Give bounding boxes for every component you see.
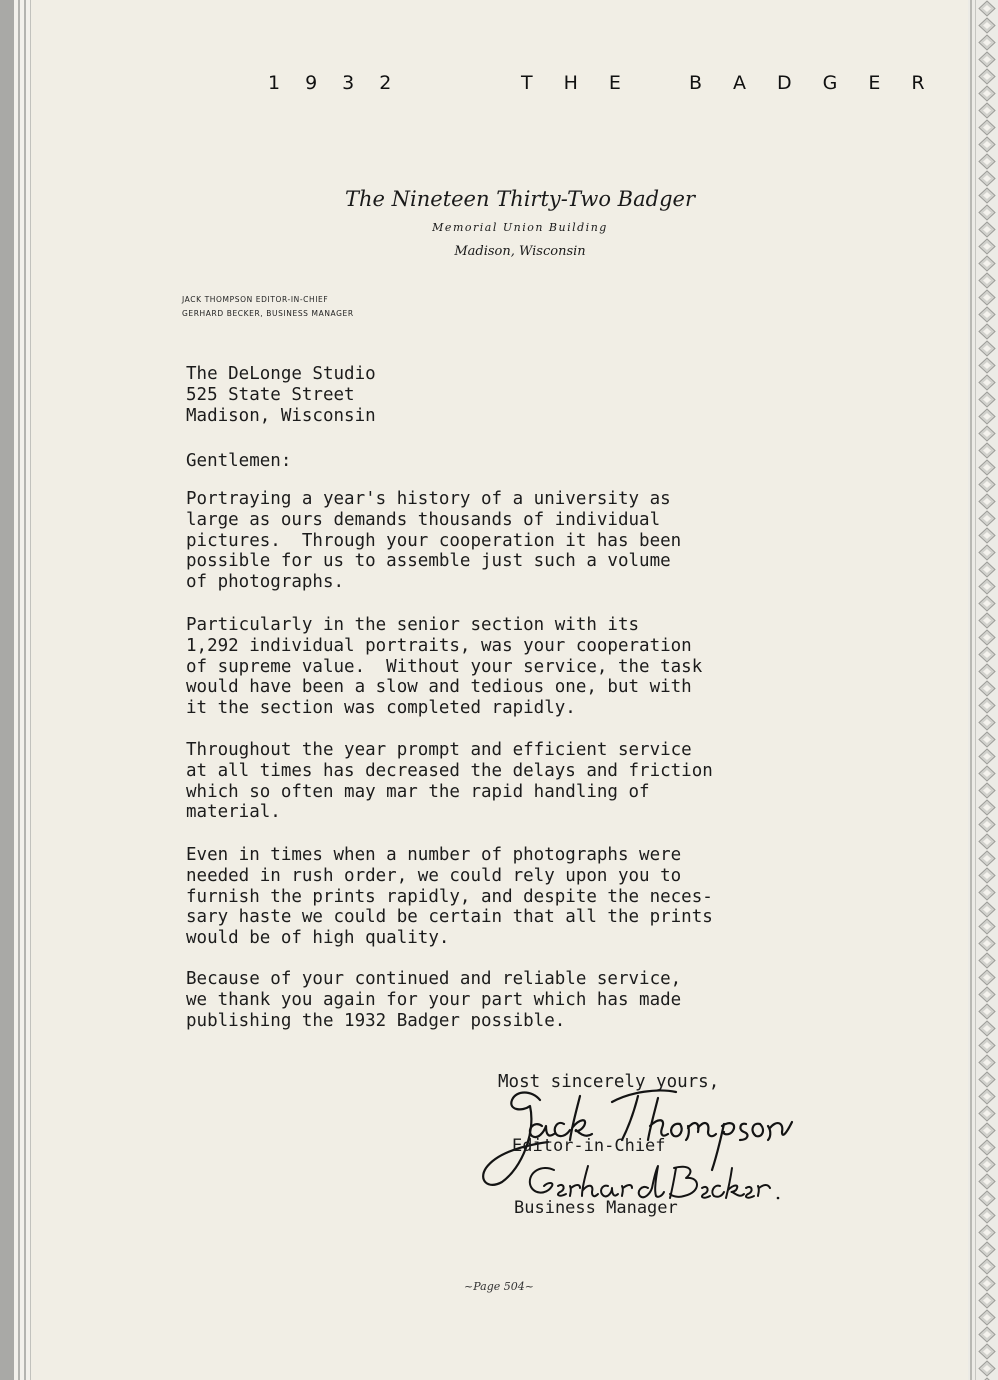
paragraph-line: it the section was completed rapidly. <box>186 698 576 719</box>
address-line: The DeLonge Studio <box>186 364 376 384</box>
paragraph-line: 1,292 individual portraits, was your cooperation <box>186 635 692 656</box>
address-line: 525 State Street <box>186 384 355 405</box>
letter-paragraph-5 <box>186 969 681 1031</box>
paragraph-line: which so often may mar the rapid handling of <box>186 781 650 802</box>
salutation: Gentlemen: <box>186 451 292 471</box>
paragraph-line: publishing the 1932 Badger possible. <box>186 1010 566 1031</box>
staff-editor: JACK THOMPSON EDITOR-IN-CHIEF <box>182 295 329 304</box>
left-border-decoration <box>0 0 36 1380</box>
header-title: THE BADGER <box>521 72 956 94</box>
closing: Most sincerely yours, <box>498 1072 720 1092</box>
address-line: Madison, Wisconsin <box>186 405 376 426</box>
signer-title-business-manager: Business Manager <box>514 1198 678 1218</box>
paragraph-line: sary haste we could be certain that all the prints <box>186 907 713 928</box>
paragraph-line: Even in times when a number of photographs were <box>186 845 682 865</box>
paragraph-line: at all times has decreased the delays and friction <box>186 760 713 781</box>
staff-business-manager: GERHARD BECKER, BUSINESS MANAGER <box>182 309 354 318</box>
letterhead-building: Memorial Union Building <box>432 221 608 234</box>
paragraph-line: possible for us to assemble just such a volume <box>186 551 671 572</box>
recipient-address <box>186 364 376 426</box>
paragraph-line: furnish the prints rapidly, and despite the neces- <box>186 886 713 907</box>
letterhead-title: The Nineteen Thirty-Two Badger <box>345 187 695 211</box>
paragraph-line: of photographs. <box>186 572 345 593</box>
paragraph-line: large as ours demands thousands of individual <box>186 509 661 530</box>
right-border-decoration <box>968 0 998 1380</box>
paragraph-line: needed in rush order, we could rely upon you to <box>186 865 682 886</box>
paragraph-line: Portraying a year's history of a university as <box>186 489 671 509</box>
paragraph-line: of supreme value. Without your service, the task <box>186 656 703 677</box>
letter-paragraph-2 <box>186 615 702 719</box>
diamond-chain-decoration <box>968 0 998 1380</box>
letter-paragraph-3 <box>186 740 713 823</box>
letterhead-city: Madison, Wisconsin <box>454 244 586 259</box>
paragraph-line: we thank you again for your part which has made <box>186 989 682 1010</box>
signer-title-editor: Editor-in-Chief <box>512 1136 666 1156</box>
paragraph-line: would have been a slow and tedious one, but with <box>186 677 692 698</box>
paragraph-line: Particularly in the senior section with its <box>186 615 640 635</box>
paragraph-line: would be of high quality. <box>186 928 450 949</box>
letter-paragraph-1 <box>186 489 681 593</box>
page-number: ~Page 504~ <box>464 1280 534 1293</box>
paragraph-line: pictures. Through your cooperation it has been <box>186 530 682 551</box>
page-header <box>0 72 998 102</box>
header-year: 1932 <box>268 72 417 94</box>
paragraph-line: Because of your continued and reliable service, <box>186 969 682 989</box>
paragraph-line: material. <box>186 802 281 823</box>
letter-paragraph-4 <box>186 845 713 949</box>
paragraph-line: Throughout the year prompt and efficient service <box>186 740 692 760</box>
